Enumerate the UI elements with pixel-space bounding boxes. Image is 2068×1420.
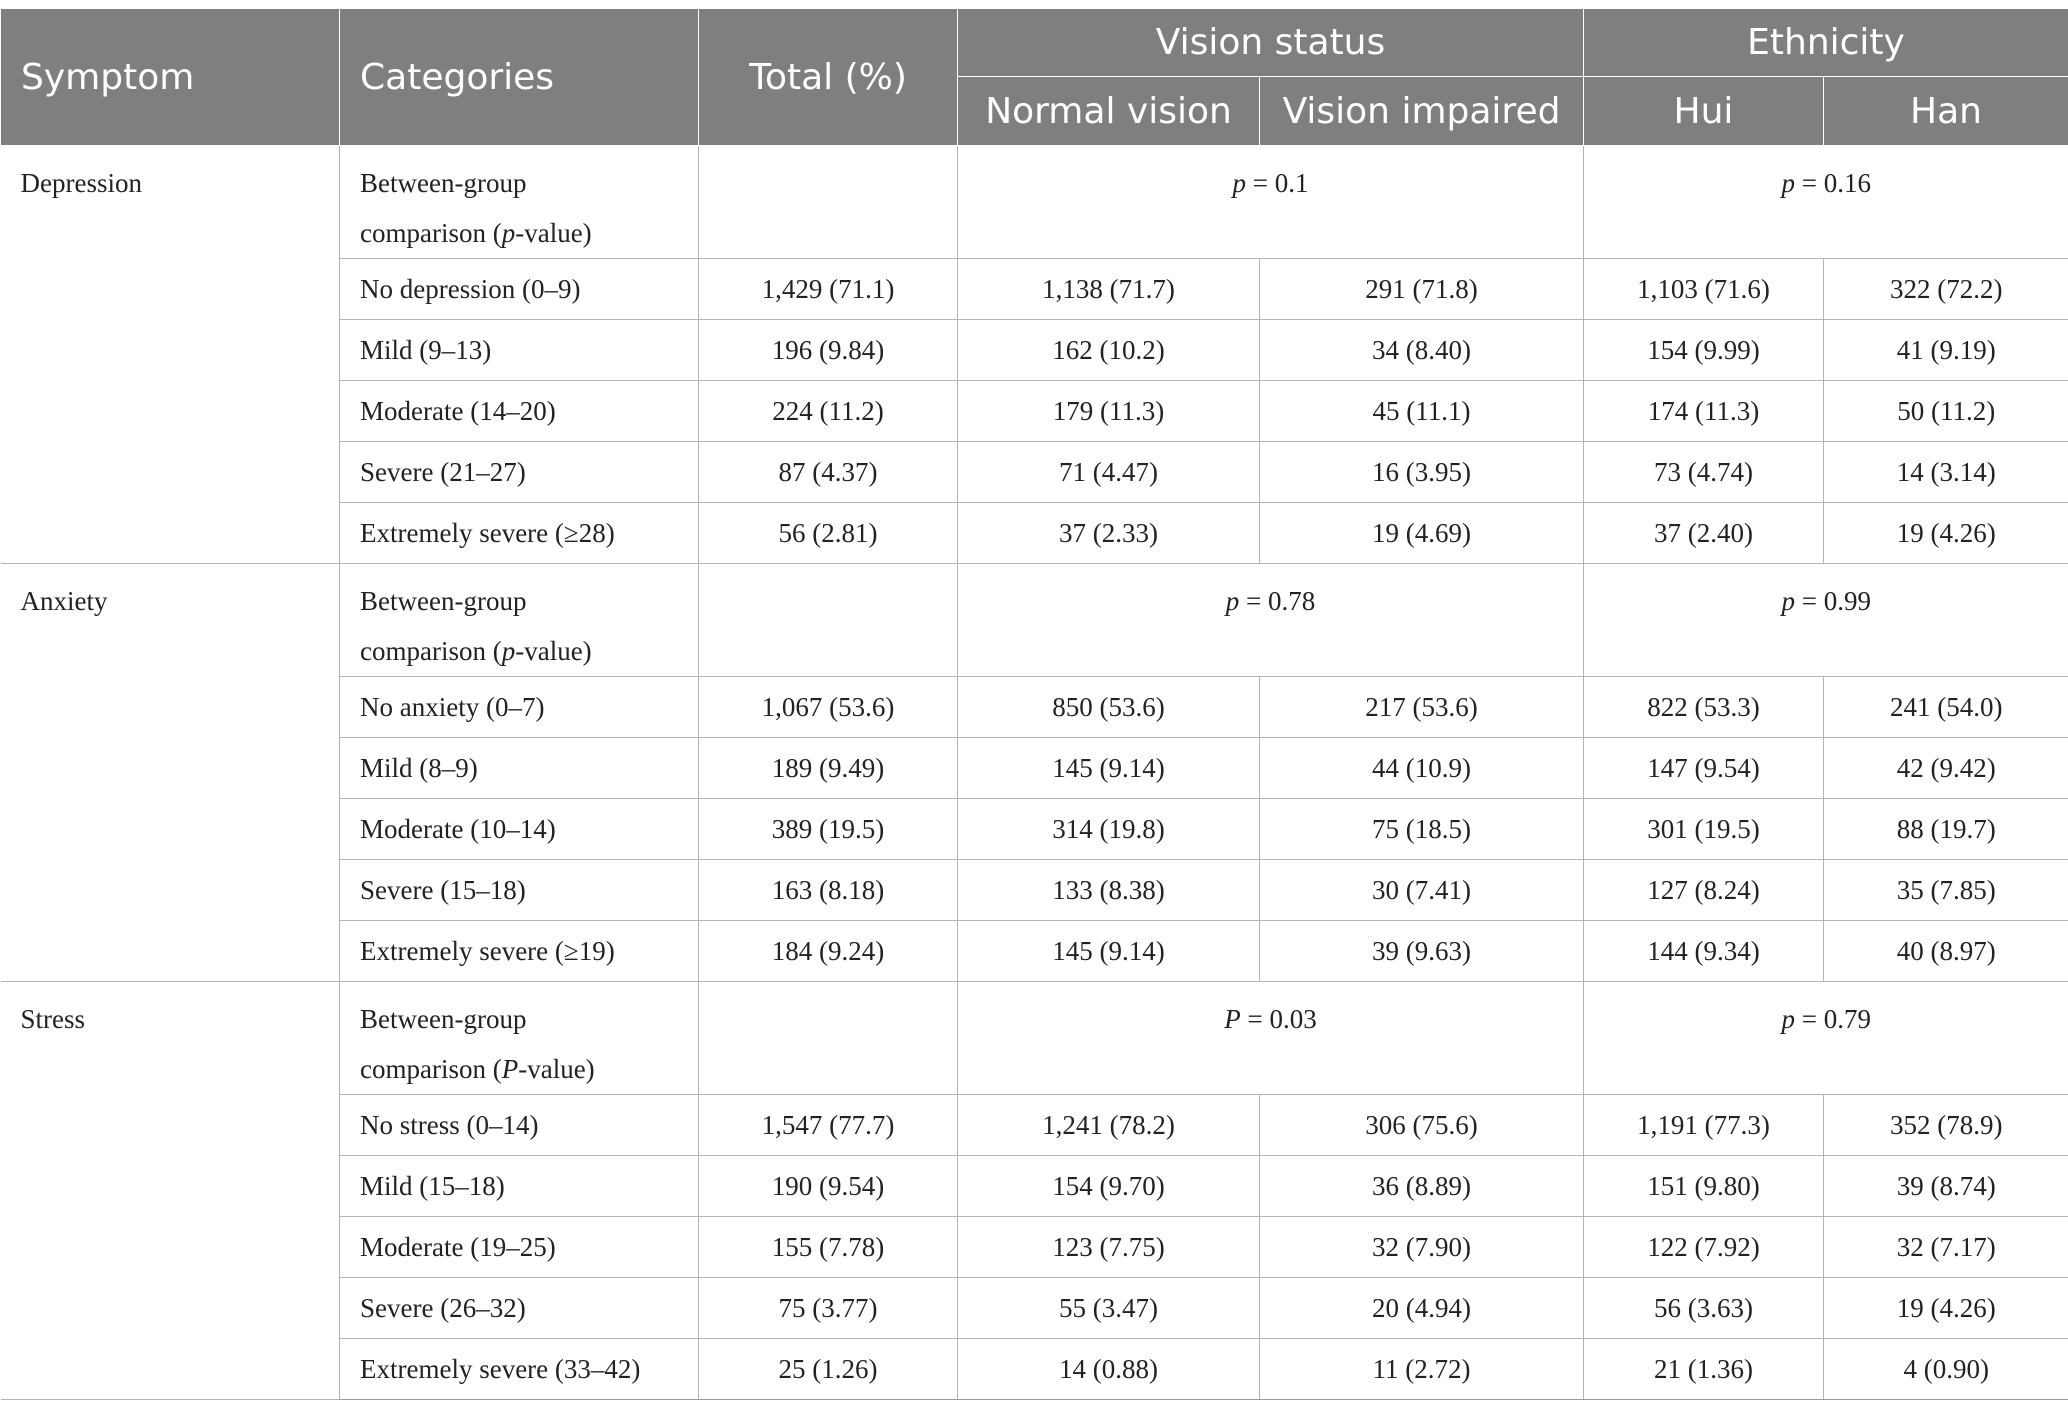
symptom-cell: Stress [1,982,340,1400]
category-cell: Severe (15–18) [340,860,699,921]
vision-impaired-cell: 291 (71.8) [1260,259,1584,320]
han-cell: 19 (4.26) [1824,1278,2068,1339]
vision-p-value [958,146,1584,259]
ethnicity-p-value-var: p [1781,168,1795,198]
comparison-total-empty [699,982,958,1095]
hui-cell: 144 (9.34) [1584,921,1824,982]
normal-vision-cell: 55 (3.47) [958,1278,1260,1339]
han-cell: 40 (8.97) [1824,921,2068,982]
total-cell: 87 (4.37) [699,442,958,503]
normal-vision-cell: 145 (9.14) [958,738,1260,799]
hui-cell: 37 (2.40) [1584,503,1824,564]
hui-cell: 147 (9.54) [1584,738,1824,799]
normal-vision-cell: 1,241 (78.2) [958,1095,1260,1156]
comparison-label-var: p [501,218,516,248]
header-normal-vision: Normal vision [958,77,1260,146]
table-header [1,9,2068,146]
comparison-label-line1: Between-group [360,586,527,616]
total-cell: 1,547 (77.7) [699,1095,958,1156]
total-cell: 1,429 (71.1) [699,259,958,320]
ethnicity-p-value-var: p [1781,586,1795,616]
han-cell: 42 (9.42) [1824,738,2068,799]
ethnicity-p-value-value: = 0.16 [1795,168,1871,198]
vision-p-value-value: = 0.1 [1246,168,1309,198]
normal-vision-cell: 314 (19.8) [958,799,1260,860]
vision-impaired-cell: 45 (11.1) [1260,381,1584,442]
han-cell: 88 (19.7) [1824,799,2068,860]
header-vision-status: Vision status [958,9,1584,77]
comparison-label-prefix: comparison ( [360,636,502,666]
comparison-total-empty [699,146,958,259]
normal-vision-cell: 850 (53.6) [958,677,1260,738]
results-table [0,8,2068,1400]
category-cell: Extremely severe (≥28) [340,503,699,564]
vision-impaired-cell: 34 (8.40) [1260,320,1584,381]
comparison-label-suffix: -value) [515,636,592,666]
vision-impaired-cell: 217 (53.6) [1260,677,1584,738]
table-body [1,146,2068,1400]
category-cell: Moderate (19–25) [340,1217,699,1278]
total-cell: 389 (19.5) [699,799,958,860]
hui-cell: 122 (7.92) [1584,1217,1824,1278]
normal-vision-cell: 145 (9.14) [958,921,1260,982]
vision-impaired-cell: 75 (18.5) [1260,799,1584,860]
ethnicity-p-value-value: = 0.79 [1795,1004,1871,1034]
normal-vision-cell: 37 (2.33) [958,503,1260,564]
vision-p-value-value: = 0.03 [1240,1004,1317,1034]
header-vision-impaired: Vision impaired [1260,77,1584,146]
hui-cell: 154 (9.99) [1584,320,1824,381]
normal-vision-cell: 162 (10.2) [958,320,1260,381]
comparison-label-prefix: comparison ( [360,218,502,248]
han-cell: 14 (3.14) [1824,442,2068,503]
category-cell: Severe (21–27) [340,442,699,503]
symptom-cell: Anxiety [1,564,340,982]
category-cell: No depression (0–9) [340,259,699,320]
header-ethnicity: Ethnicity [1584,9,2068,77]
total-cell: 196 (9.84) [699,320,958,381]
normal-vision-cell: 71 (4.47) [958,442,1260,503]
vision-p-value-var: p [1225,586,1240,616]
comparison-label-cell [340,564,699,677]
han-cell: 241 (54.0) [1824,677,2068,738]
ethnicity-p-value [1584,564,2068,677]
comparison-label-var: P [501,1054,519,1084]
vision-impaired-cell: 16 (3.95) [1260,442,1584,503]
header-han: Han [1824,77,2068,146]
vision-impaired-cell: 20 (4.94) [1260,1278,1584,1339]
han-cell: 19 (4.26) [1824,503,2068,564]
hui-cell: 56 (3.63) [1584,1278,1824,1339]
total-cell: 75 (3.77) [699,1278,958,1339]
category-cell: Moderate (14–20) [340,381,699,442]
vision-p-value-var: p [1232,168,1246,198]
header-total: Total (%) [699,9,958,146]
category-cell: No anxiety (0–7) [340,677,699,738]
total-cell: 163 (8.18) [699,860,958,921]
comparison-label-line1: Between-group [360,1004,527,1034]
han-cell: 50 (11.2) [1824,381,2068,442]
vision-impaired-cell: 306 (75.6) [1260,1095,1584,1156]
vision-p-value [958,982,1584,1095]
hui-cell: 301 (19.5) [1584,799,1824,860]
hui-cell: 127 (8.24) [1584,860,1824,921]
han-cell: 322 (72.2) [1824,259,2068,320]
comparison-label-cell [340,982,699,1095]
normal-vision-cell: 133 (8.38) [958,860,1260,921]
han-cell: 35 (7.85) [1824,860,2068,921]
ethnicity-p-value-value: = 0.99 [1795,586,1871,616]
comparison-label-suffix: -value) [518,1054,595,1084]
vision-p-value-var: P [1224,1004,1241,1034]
comparison-row [1,564,2068,677]
ethnicity-p-value [1584,982,2068,1095]
vision-impaired-cell: 44 (10.9) [1260,738,1584,799]
category-cell: Extremely severe (≥19) [340,921,699,982]
category-cell: No stress (0–14) [340,1095,699,1156]
symptom-cell: Depression [1,146,340,564]
han-cell: 32 (7.17) [1824,1217,2068,1278]
category-cell: Extremely severe (33–42) [340,1339,699,1400]
total-cell: 25 (1.26) [699,1339,958,1400]
total-cell: 189 (9.49) [699,738,958,799]
normal-vision-cell: 154 (9.70) [958,1156,1260,1217]
hui-cell: 822 (53.3) [1584,677,1824,738]
comparison-label-suffix: -value) [515,218,592,248]
normal-vision-cell: 14 (0.88) [958,1339,1260,1400]
vision-impaired-cell: 19 (4.69) [1260,503,1584,564]
comparison-label-line1: Between-group [360,168,527,198]
ethnicity-p-value-var: p [1781,1004,1795,1034]
total-cell: 56 (2.81) [699,503,958,564]
comparison-label-var: p [501,636,516,666]
vision-impaired-cell: 30 (7.41) [1260,860,1584,921]
vision-impaired-cell: 11 (2.72) [1260,1339,1584,1400]
header-hui: Hui [1584,77,1824,146]
category-cell: Severe (26–32) [340,1278,699,1339]
comparison-label-cell [340,146,699,259]
normal-vision-cell: 179 (11.3) [958,381,1260,442]
header-categories: Categories [340,9,699,146]
vision-p-value-value: = 0.78 [1239,586,1316,616]
vision-impaired-cell: 39 (9.63) [1260,921,1584,982]
total-cell: 224 (11.2) [699,381,958,442]
category-cell: Moderate (10–14) [340,799,699,860]
han-cell: 4 (0.90) [1824,1339,2068,1400]
hui-cell: 73 (4.74) [1584,442,1824,503]
category-cell: Mild (9–13) [340,320,699,381]
total-cell: 190 (9.54) [699,1156,958,1217]
vision-impaired-cell: 32 (7.90) [1260,1217,1584,1278]
vision-impaired-cell: 36 (8.89) [1260,1156,1584,1217]
comparison-row [1,146,2068,259]
ethnicity-p-value [1584,146,2068,259]
comparison-total-empty [699,564,958,677]
hui-cell: 1,103 (71.6) [1584,259,1824,320]
total-cell: 184 (9.24) [699,921,958,982]
normal-vision-cell: 123 (7.75) [958,1217,1260,1278]
hui-cell: 151 (9.80) [1584,1156,1824,1217]
category-cell: Mild (8–9) [340,738,699,799]
header-symptom: Symptom [1,9,340,146]
han-cell: 39 (8.74) [1824,1156,2068,1217]
comparison-label-prefix: comparison ( [360,1054,502,1084]
han-cell: 352 (78.9) [1824,1095,2068,1156]
han-cell: 41 (9.19) [1824,320,2068,381]
total-cell: 1,067 (53.6) [699,677,958,738]
hui-cell: 1,191 (77.3) [1584,1095,1824,1156]
hui-cell: 174 (11.3) [1584,381,1824,442]
hui-cell: 21 (1.36) [1584,1339,1824,1400]
comparison-row [1,982,2068,1095]
category-cell: Mild (15–18) [340,1156,699,1217]
total-cell: 155 (7.78) [699,1217,958,1278]
normal-vision-cell: 1,138 (71.7) [958,259,1260,320]
vision-p-value [958,564,1584,677]
